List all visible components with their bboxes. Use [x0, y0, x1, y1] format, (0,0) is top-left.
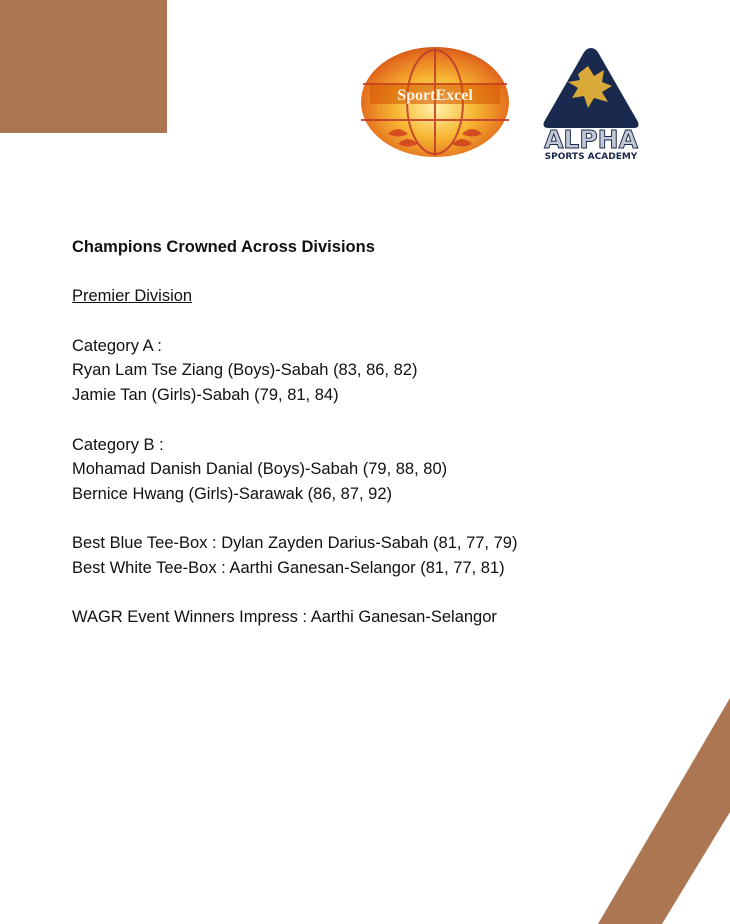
- corner-accent-block: [0, 0, 167, 133]
- document-heading: Champions Crowned Across Divisions: [72, 238, 375, 256]
- category-b-label: Category B :: [72, 435, 164, 454]
- alpha-logo-sub-text: SPORTS ACADEMY: [544, 152, 638, 162]
- category-a-entry: Jamie Tan (Girls)-Sabah (79, 81, 84): [72, 386, 339, 405]
- wagr-entry: WAGR Event Winners Impress : Aarthi Ganesan-Selangor: [72, 608, 497, 627]
- sportexcel-logo-text: SportExcel: [397, 87, 473, 104]
- document-body: [72, 235, 692, 630]
- alpha-sports-academy-logo: [526, 44, 656, 162]
- alpha-logo-main-text: ALPHA: [544, 125, 638, 154]
- category-b-entry: Bernice Hwang (Girls)-Sarawak (86, 87, 92): [72, 484, 393, 503]
- category-b-entry: Mohamad Danish Danial (Boys)-Sabah (79, 88, 80): [72, 460, 448, 479]
- sportexcel-logo: [358, 44, 512, 160]
- award-entry: Best Blue Tee-Box : Dylan Zayden Darius-Sabah (81, 77, 79): [72, 534, 518, 553]
- award-entry: Best White Tee-Box : Aarthi Ganesan-Selangor (81, 77, 81): [72, 559, 505, 578]
- category-a-label: Category A :: [72, 336, 162, 355]
- division-heading: Premier Division: [72, 287, 193, 306]
- category-a-entry: Ryan Lam Tse Ziang (Boys)-Sabah (83, 86, 82): [72, 361, 418, 380]
